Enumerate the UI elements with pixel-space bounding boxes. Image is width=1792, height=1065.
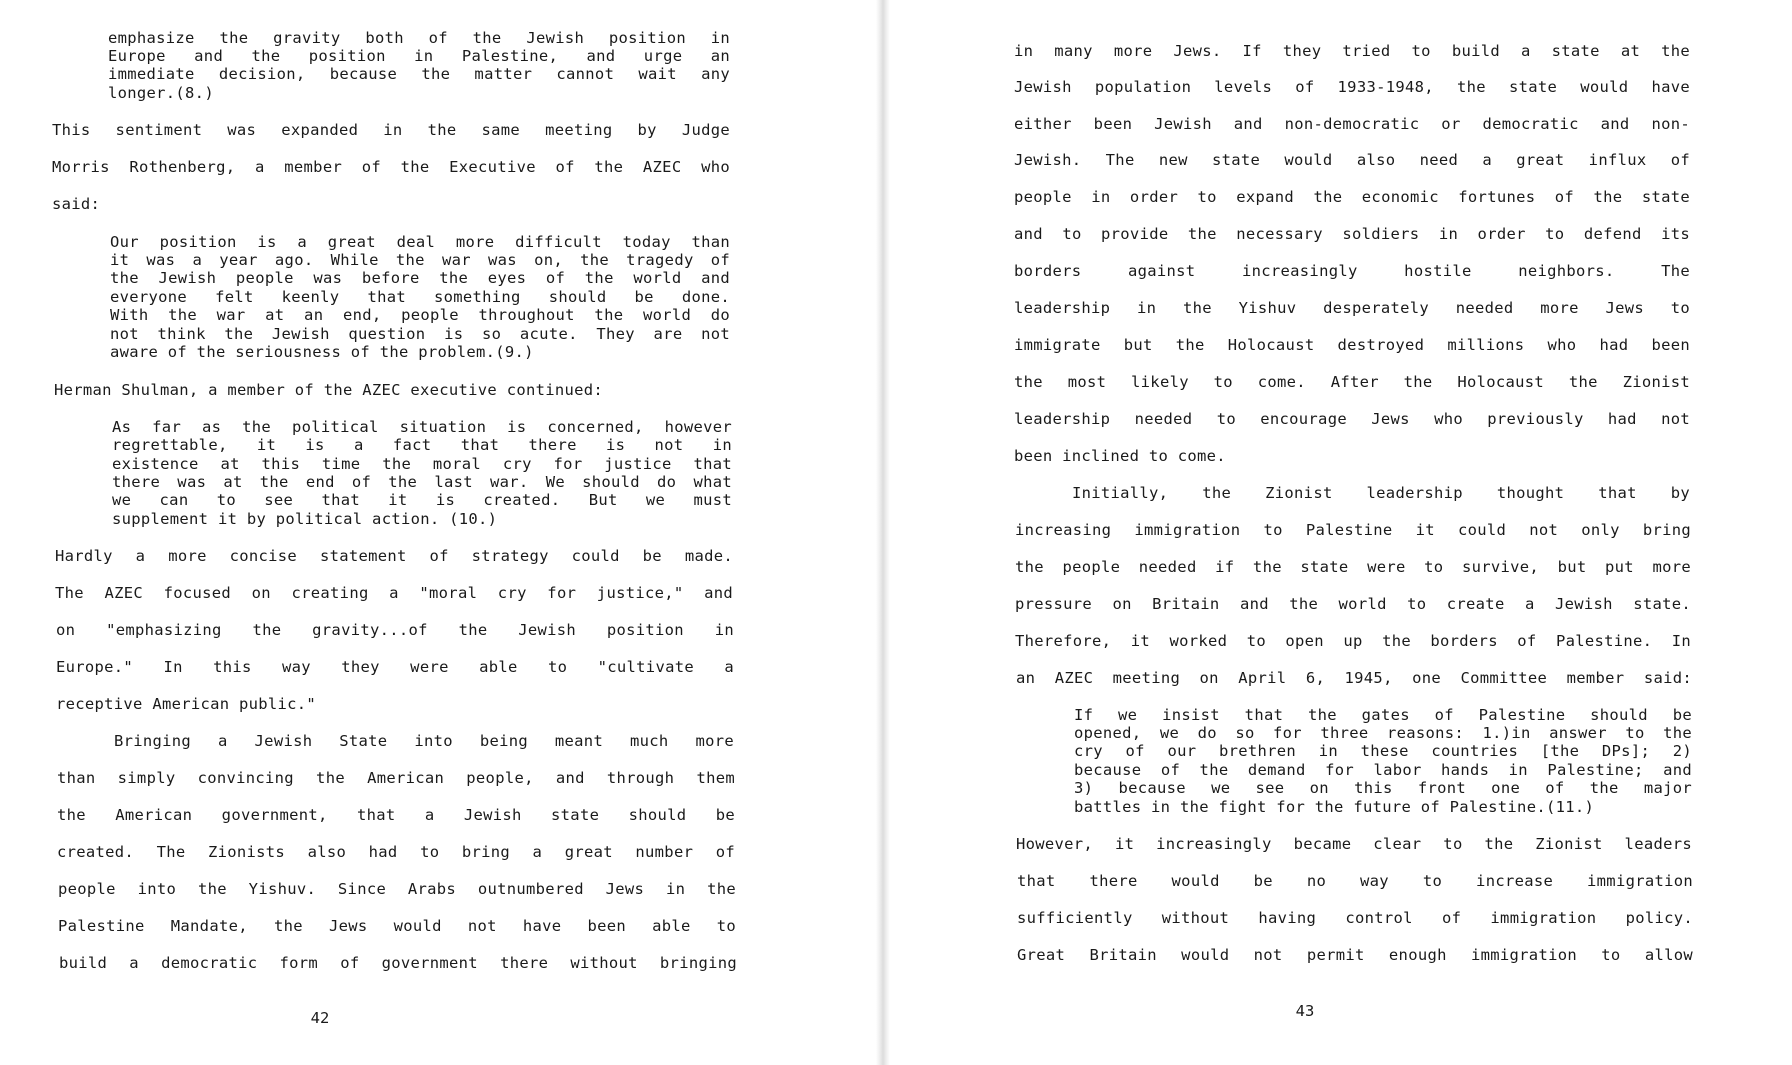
- quote-line: battles in the fight for the future of Palestine.(11.): [1074, 798, 1595, 816]
- text-line: Initially, the Zionist leadership thought that by: [1072, 484, 1690, 502]
- quote-line: the Jewish people was before the eyes of the world and: [110, 269, 730, 287]
- quote-line: there was at the end of the last war. We should do what: [112, 473, 732, 491]
- text-line: the American government, that a Jewish state should be: [57, 806, 735, 824]
- text-line: immediate decision, because the matter cannot wait any: [108, 65, 730, 83]
- quote-line: everyone felt keenly that something should be done.: [110, 288, 730, 306]
- text-line: Jewish. The new state would also need a great influx of: [1014, 151, 1690, 169]
- text-line: longer.(8.): [108, 84, 214, 102]
- text-line: on "emphasizing the gravity...of the Jewish position in: [56, 621, 734, 639]
- text-line: than simply convincing the American people, and through them: [57, 769, 735, 787]
- page-gutter: [876, 0, 890, 1065]
- text-line: Hardly a more concise statement of strategy could be made.: [55, 547, 733, 565]
- text-line: the most likely to come. After the Holocaust the Zionist: [1014, 373, 1690, 391]
- quote-line: it was a year ago. While the war was on, the tragedy of: [110, 251, 730, 269]
- text-line: immigrate but the Holocaust destroyed millions who had been: [1014, 336, 1690, 354]
- text-line: Palestine Mandate, the Jews would not have been able to: [58, 917, 736, 935]
- quote-line: cry of our brethren in these countries [the DPs]; 2): [1074, 742, 1692, 760]
- text-line: emphasize the gravity both of the Jewish position in: [108, 29, 730, 47]
- text-line: pressure on Britain and the world to create a Jewish state.: [1015, 595, 1691, 613]
- text-line: Therefore, it worked to open up the borders of Palestine. In: [1015, 632, 1691, 650]
- quote-line: aware of the seriousness of the problem.(9.): [110, 343, 534, 361]
- text-line: an AZEC meeting on April 6, 1945, one Committee member said:: [1016, 669, 1692, 687]
- quote-line: 3) because we see on this front one of the major: [1074, 779, 1692, 797]
- text-line: been inclined to come.: [1014, 447, 1226, 465]
- quote-line: With the war at an end, people throughout the world do: [110, 306, 730, 324]
- quote-line: supplement it by political action. (10.): [112, 510, 498, 528]
- quote-line: Our position is a great deal more difficult today than: [110, 233, 730, 251]
- text-line: Herman Shulman, a member of the AZEC executive continued:: [54, 381, 604, 399]
- text-line: Bringing a Jewish State into being meant much more: [114, 732, 734, 750]
- text-line: either been Jewish and non-democratic or democratic and non-: [1014, 115, 1690, 133]
- right-page: [890, 0, 1792, 1065]
- text-line: Morris Rothenberg, a member of the Executive of the AZEC who: [52, 158, 730, 176]
- text-line: sufficiently without having control of immigration policy.: [1017, 909, 1693, 927]
- text-line: leadership needed to encourage Jews who previously had not: [1014, 410, 1690, 428]
- quote-line: existence at this time the moral cry for justice that: [112, 455, 732, 473]
- quote-line: not think the Jewish question is so acute. They are not: [110, 325, 730, 343]
- page-number: 43: [1295, 1002, 1315, 1020]
- text-line: Great Britain would not permit enough immigration to allow: [1017, 946, 1693, 964]
- text-line: build a democratic form of government there without bringing: [59, 954, 737, 972]
- quote-line: If we insist that the gates of Palestine should be: [1074, 706, 1692, 724]
- text-line: receptive American public.": [56, 695, 317, 713]
- quote-line: we can to see that it is created. But we must: [112, 491, 732, 509]
- text-line: Europe and the position in Palestine, and urge an: [108, 47, 730, 65]
- text-line: the people needed if the state were to survive, but put more: [1015, 558, 1691, 576]
- text-line: borders against increasingly hostile neighbors. The: [1014, 262, 1690, 280]
- text-line: said:: [52, 195, 101, 213]
- text-line: The AZEC focused on creating a "moral cry for justice," and: [55, 584, 733, 602]
- page-number: 42: [310, 1009, 330, 1027]
- text-line: and to provide the necessary soldiers in order to defend its: [1014, 225, 1690, 243]
- left-page: [0, 0, 876, 1065]
- text-line: people into the Yishuv. Since Arabs outnumbered Jews in the: [58, 880, 736, 898]
- text-line: in many more Jews. If they tried to build a state at the: [1014, 42, 1690, 60]
- quote-line: because of the demand for labor hands in Palestine; and: [1074, 761, 1692, 779]
- quote-line: regrettable, it is a fact that there is not in: [112, 436, 732, 454]
- text-line: However, it increasingly became clear to the Zionist leaders: [1016, 835, 1692, 853]
- text-line: increasing immigration to Palestine it could not only bring: [1015, 521, 1691, 539]
- text-line: Jewish population levels of 1933-1948, the state would have: [1014, 78, 1690, 96]
- quote-line: As far as the political situation is concerned, however: [112, 418, 732, 436]
- text-line: that there would be no way to increase immigration: [1017, 872, 1693, 890]
- text-line: Europe." In this way they were able to "cultivate a: [56, 658, 734, 676]
- text-line: leadership in the Yishuv desperately needed more Jews to: [1014, 299, 1690, 317]
- text-line: created. The Zionists also had to bring a great number of: [57, 843, 735, 861]
- text-line: This sentiment was expanded in the same meeting by Judge: [52, 121, 730, 139]
- quote-line: opened, we do so for three reasons: 1.)in answer to the: [1074, 724, 1692, 742]
- text-line: people in order to expand the economic fortunes of the state: [1014, 188, 1690, 206]
